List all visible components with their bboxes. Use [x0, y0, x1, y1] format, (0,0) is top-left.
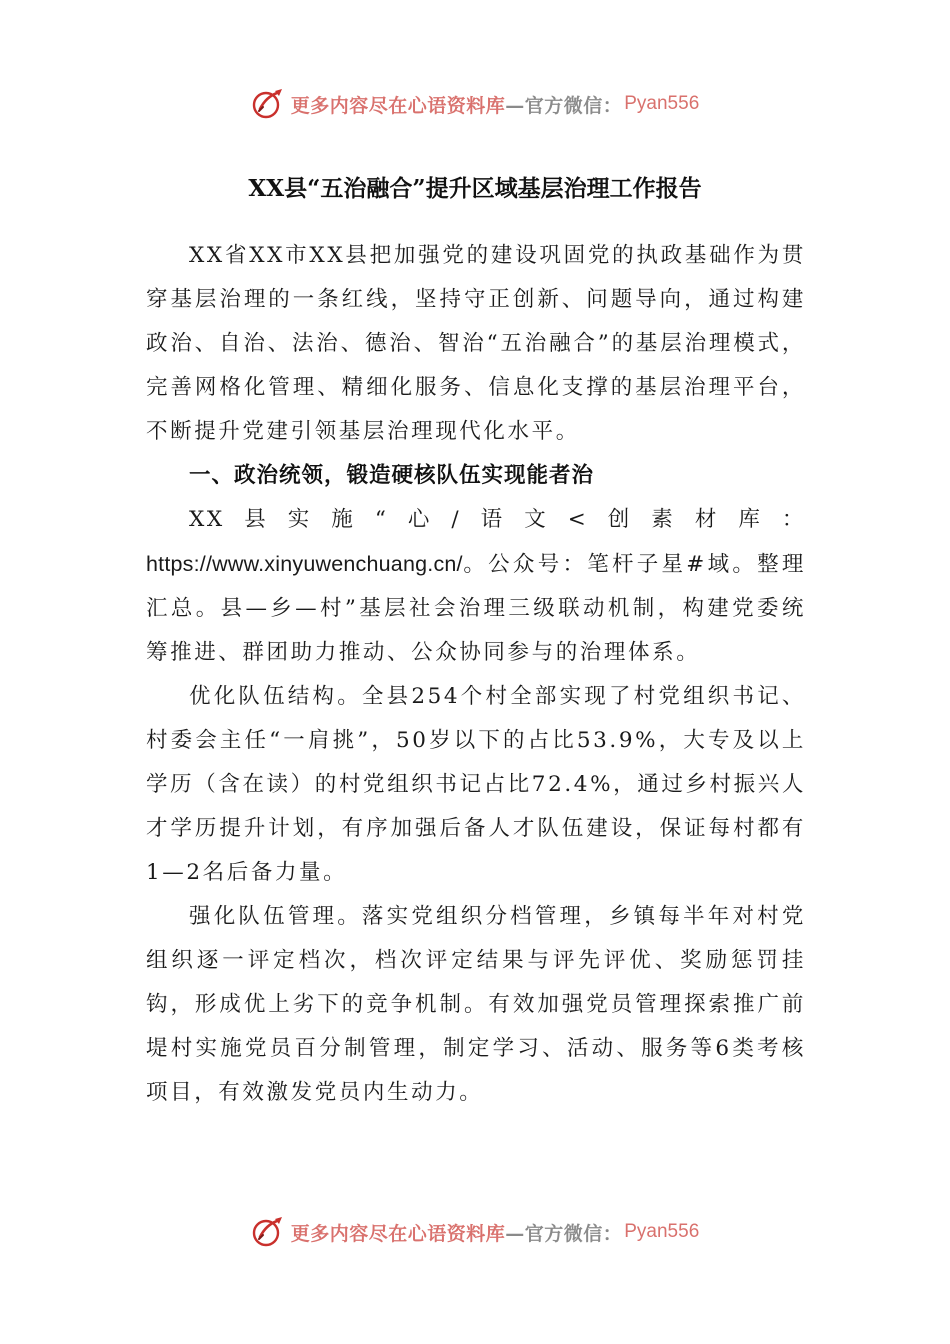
section-paragraph-2: 优化队伍结构。全县254个村全部实现了村党组织书记、村委会主任“一肩挑”，50岁以下的占比53.9%，大专及以上学历（含在读）的村党组织书记占比72.4%，通过乡村振兴人才学历提升计划，有序加强后备人才队伍建设，保证每村都有1—2名后备力量。 — [146, 684, 806, 885]
section-paragraph-3: 强化队伍管理。落实党组织分档管理，乡镇每半年对村党组织逐一评定档次，档次评定结果与评先评优、奖励惩罚挂钩，形成优上劣下的竞争机制。有效加强党员管理探索推广前堤村实施党员百分制管理，制定学习、活动、服务等6类考核项目，有效激发党员内生动力。 — [146, 904, 806, 1105]
website-link: https://www.xinyuwenchuang.cn/ — [146, 552, 463, 576]
banner-wechat-label: —官方微信： — [505, 1222, 623, 1245]
paragraph-text-a: XX县实施“心/语文<创素材库： — [189, 507, 806, 532]
banner-site-text: 更多内容尽在心语资料库 — [290, 94, 506, 117]
paragraph-text-b: 。公众号：笔杆子星#域。整理汇总。县—乡—村”基层社会治理三级联动机制，构建党委统筹推进、群团助力推动、公众协同参与的治理体系。 — [146, 552, 806, 665]
pen-logo-icon — [251, 1215, 285, 1249]
section-paragraph-1 — [146, 498, 806, 675]
banner-wechat-id: Pyan556 — [624, 1221, 700, 1242]
banner-wechat-id: Pyan556 — [624, 93, 700, 114]
banner-site-text: 更多内容尽在心语资料库 — [290, 1222, 506, 1245]
banner-wechat-label: —官方微信： — [505, 94, 623, 117]
pen-logo-icon — [251, 87, 285, 121]
intro-paragraph: XX省XX市XX县把加强党的建设巩固党的执政基础作为贯穿基层治理的一条红线，坚持守正创新、问题导向，通过构建政治、自治、法治、德治、智治“五治融合”的基层治理模式，完善网格化管理、精细化服务、信息化支撑的基层治理平台，不断提升党建引领基层治理现代化水平。 — [146, 243, 806, 444]
section-heading: 一、政治统领，锻造硬核队伍实现能者治 — [189, 463, 595, 488]
header-watermark-banner — [0, 82, 950, 126]
document-body — [146, 234, 806, 1115]
document-title: XX县“五治融合”提升区域基层治理工作报告 — [248, 175, 702, 202]
footer-watermark-banner — [0, 1210, 950, 1254]
